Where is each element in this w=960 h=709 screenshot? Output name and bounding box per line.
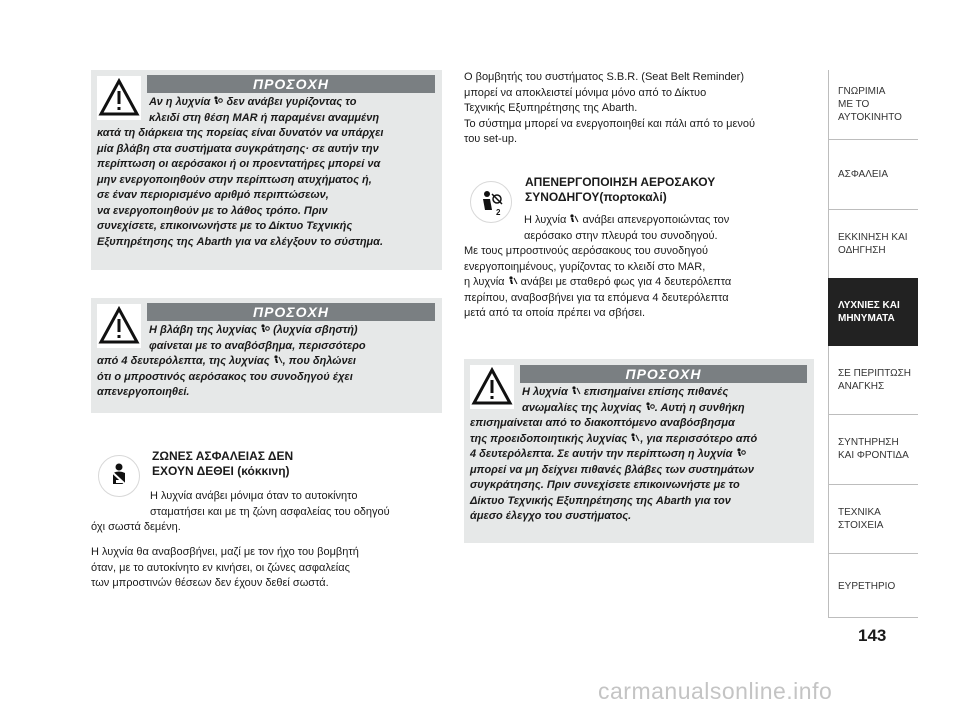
seatbelt-para-1 <box>91 489 390 536</box>
warning-text-2b <box>97 354 356 401</box>
body-line: όχι σωστά δεμένη. <box>91 521 181 533</box>
sbr-text <box>464 70 755 148</box>
warning-line: φαίνεται με το αναβόσβημα, περισσότερο <box>149 339 366 352</box>
sidebar-tab-label: ΕΚΚΙΝΗΣΗ ΚΑΙ <box>838 232 908 243</box>
sidebar-separator <box>828 553 918 554</box>
body-line: Η λυχνία ανάβει μόνιμα όταν το αυτοκίνητο <box>150 490 358 502</box>
sidebar-tab-technical-data[interactable] <box>828 487 918 551</box>
sidebar-tab-safety[interactable] <box>828 142 918 206</box>
warning-box-2 <box>91 298 442 413</box>
sidebar-tab-label: ΜΗΝΥΜΑΤΑ <box>838 313 895 324</box>
sidebar-tab-warning-lights[interactable] <box>828 278 918 346</box>
body-line: Ο βομβητής του συστήματος S.B.R. (Seat Belt Reminder) <box>464 71 745 83</box>
warning-line: ότι ο μπροστινός αερόσακος του συνοδηγού έχει <box>97 370 353 383</box>
warning-line: κλειδί στη θέση MAR ή παραμένει αναμμένη <box>149 111 380 124</box>
warning-triangle-icon <box>470 365 514 409</box>
body-line: η λυχνία <box>464 276 505 288</box>
section-title-line: ΣΥΝΟΔΗΓΟΥ(πορτοκαλί) <box>525 190 667 204</box>
body-line: του set-up. <box>464 133 518 145</box>
warning-line: Η βλάβη της λυχνίας <box>149 324 257 336</box>
warning-header: ΠΡΟΣΟΧΗ <box>520 365 807 383</box>
warning-text-1b <box>97 126 383 250</box>
airbag-text <box>464 213 731 322</box>
passenger-airbag-off-icon <box>569 214 579 224</box>
sidebar-separator <box>828 484 918 485</box>
sidebar-tab-label: ΓΝΩΡΙΜΙΑ <box>838 85 886 97</box>
airbag-warning-icon <box>213 96 223 106</box>
sidebar-tab-label: ΟΔΗΓΗΣΗ <box>838 245 886 256</box>
warning-line: της προειδοποιητικής λυχνίας <box>470 432 628 445</box>
sidebar-tab-label: ΤΕΧΝΙΚΑ <box>838 507 881 518</box>
body-line: Το σύστημα μπορεί να ενεργοποιηθεί και πάλι από το μενού <box>464 117 756 130</box>
seatbelt-section-title <box>152 449 293 479</box>
warning-line: συγκράτησης. Πριν συνεχίσετε επικοινωνήστε με το <box>470 479 740 491</box>
warning-line: απενεργοποιηθεί. <box>97 386 190 398</box>
passenger-airbag-off-icon <box>273 355 283 365</box>
sidebar-tab-introduction[interactable] <box>828 72 918 136</box>
warning-line: επισημαίνει επίσης πιθανές <box>583 386 729 398</box>
body-line: μετά από τα οποία πρέπει να σβήσει. <box>464 307 646 319</box>
sidebar-tab-label: ΛΥΧΝΙΕΣ ΚΑΙ <box>838 300 900 311</box>
sidebar-tab-maintenance[interactable] <box>828 417 918 481</box>
sidebar-tab-label: ΣΤΟΙΧΕΙΑ <box>838 520 884 531</box>
body-line: Η λυχνία <box>524 214 567 226</box>
section-title-line: ΑΠΕΝΕΡΓΟΠΟΙΗΣΗ ΑΕΡΟΣΑΚΟΥ <box>525 175 716 189</box>
section-title-line: ΕΧΟΥΝ ΔΕΘΕΙ (κόκκινη) <box>152 464 290 478</box>
warning-box-1 <box>91 70 442 270</box>
warning-line: περίπτωση οι αερόσακοι ή οι προεντατήρες μπορεί να <box>97 158 381 170</box>
warning-line: συνεχίσετε, επικοινωνήστε με το Δίκτυο Τεχνικής <box>97 220 353 232</box>
warning-line: . Αυτή η συνθήκη <box>654 401 745 414</box>
warning-line: μπορεί να μη δείχνει πιθανές βλάβες των συστημάτων <box>470 463 754 476</box>
sidebar-tab-label: ΑΣΦΑΛΕΙΑ <box>838 168 889 180</box>
sidebar-tab-label: ΑΥΤΟΚΙΝΗΤΟ <box>838 111 902 123</box>
warning-header: ΠΡΟΣΟΧΗ <box>147 303 435 321</box>
body-line: μπορεί να αποκλειστεί μόνιμα μόνο από το Δίκτυο <box>464 86 707 99</box>
body-line: των μπροστινών θέσεων δεν έχουν δεθεί σωστά. <box>91 577 329 589</box>
warning-header: ΠΡΟΣΟΧΗ <box>147 75 435 93</box>
warning-triangle-icon <box>97 76 141 120</box>
sidebar-tab-index[interactable] <box>828 556 918 616</box>
warning-line: από 4 δευτερόλεπτα, της λυχνίας <box>97 355 270 367</box>
svg-text:2: 2 <box>496 208 501 217</box>
warning-line: άμεσο έλεγχο του συστήματος. <box>470 510 632 522</box>
warning-line: Εξυπηρέτησης της Abarth για να ελέγξουν το σύστημα. <box>97 235 384 248</box>
sidebar-separator <box>828 139 918 140</box>
airbag-warning-icon <box>736 448 746 458</box>
warning-line: 4 δευτερόλεπτα. Σε αυτήν την περίπτωση η λυχνία <box>470 448 733 460</box>
warning-line: Αν η λυχνία <box>149 96 211 108</box>
airbag-section-title <box>525 175 715 205</box>
body-line: περίπου, αναβοσβήνει για τα επόμενα 4 δευτερόλεπτα <box>464 291 729 304</box>
warning-line: , για περισσότερο από <box>640 432 758 445</box>
body-line: ενεργοποιημένους, γυρίζοντας το κλειδί στο MAR, <box>464 260 706 273</box>
warning-line: να ενεργοποιηθούν με το λάθος τρόπο. Πριν <box>97 204 328 217</box>
warning-text-3 <box>522 385 745 416</box>
body-line: ανάβει απενεργοποιώντας τον <box>582 214 730 226</box>
seatbelt-para-2 <box>91 545 359 592</box>
warning-line: Δίκτυο Τεχνικής Εξυπηρέτησης της Abarth για τον <box>470 494 731 507</box>
passenger-airbag-off-icon <box>630 433 640 443</box>
body-line: Η λυχνία θα αναβοσβήνει, μαζί με τον ήχο του βομβητή <box>91 546 359 558</box>
sidebar-tab-emergency[interactable] <box>828 348 918 412</box>
airbag-warning-icon <box>260 324 270 334</box>
sidebar-tab-label: ΜΕ ΤΟ <box>838 98 870 110</box>
warning-line: ανωμαλίες της λυχνίας <box>522 401 642 414</box>
section-title-line: ΖΩΝΕΣ ΑΣΦΑΛΕΙΑΣ ΔΕΝ <box>152 449 294 463</box>
sidebar-tab-label: ΚΑΙ ΦΡΟΝΤΙΔΑ <box>838 450 909 461</box>
warning-text-2 <box>149 323 366 354</box>
sidebar-separator <box>828 414 918 415</box>
sidebar-tab-label: ΑΝΑΓΚΗΣ <box>838 381 885 392</box>
body-line: Με τους μπροστινούς αερόσακους του συνοδηγού <box>464 245 708 257</box>
warning-line: δεν ανάβει γυρίζοντας το <box>226 96 357 108</box>
body-line: ανάβει με σταθερό φως για 4 δευτερόλεπτα <box>520 276 732 288</box>
sidebar-tab-label: ΣΥΝΤΗΡΗΣΗ <box>838 437 899 448</box>
body-line: σταματήσει και με τη ζώνη ασφαλείας του οδηγού <box>150 505 390 518</box>
sidebar-tab-starting-driving[interactable] <box>828 212 918 276</box>
warning-line: (λυχνία σβηστή) <box>273 324 358 336</box>
warning-line: , που δηλώνει <box>282 355 356 367</box>
airbag-warning-icon <box>645 402 655 412</box>
sidebar-separator <box>828 209 918 210</box>
page-number: 143 <box>858 626 887 645</box>
passenger-airbag-off-icon <box>571 386 581 396</box>
watermark: carmanualsonline.info <box>598 678 833 704</box>
body-line: όταν, με το αυτοκίνητο εν κινήσει, οι ζώνες ασφαλείας <box>91 561 350 574</box>
sidebar-tab-label: ΣΕ ΠΕΡΙΠΤΩΣΗ <box>838 368 911 379</box>
body-line: αερόσακο στην πλευρά του συνοδηγού. <box>524 229 718 242</box>
warning-box-3 <box>464 359 814 543</box>
warning-triangle-icon <box>97 304 141 348</box>
warning-line: μην ενεργοποιηθούν στην περίπτωση ατυχήματος ή, <box>97 173 372 186</box>
warning-line: μία βλάβη στα συστήματα συγκράτησης· σε αυτήν την <box>97 142 379 155</box>
passenger-airbag-off-icon <box>508 276 518 286</box>
warning-line: κατά τη διάρκεια της πορείας είναι δυνατόν να υπάρχει <box>97 127 384 139</box>
warning-line: σε έναν περιορισμένο αριθμό περιπτώσεων, <box>97 189 329 201</box>
sidebar-tab-label: ΕΥΡΕΤΗΡΙΟ <box>838 580 896 592</box>
sidebar-separator <box>828 617 918 618</box>
warning-line: Η λυχνία <box>522 386 568 398</box>
body-line: Τεχνικής Εξυπηρέτησης της Abarth. <box>464 102 638 114</box>
warning-text-3b <box>470 416 757 525</box>
warning-line: επισημαίνεται από το διακοπτόμενο αναβόσβησμα <box>470 417 735 429</box>
warning-text-1 <box>149 95 379 126</box>
